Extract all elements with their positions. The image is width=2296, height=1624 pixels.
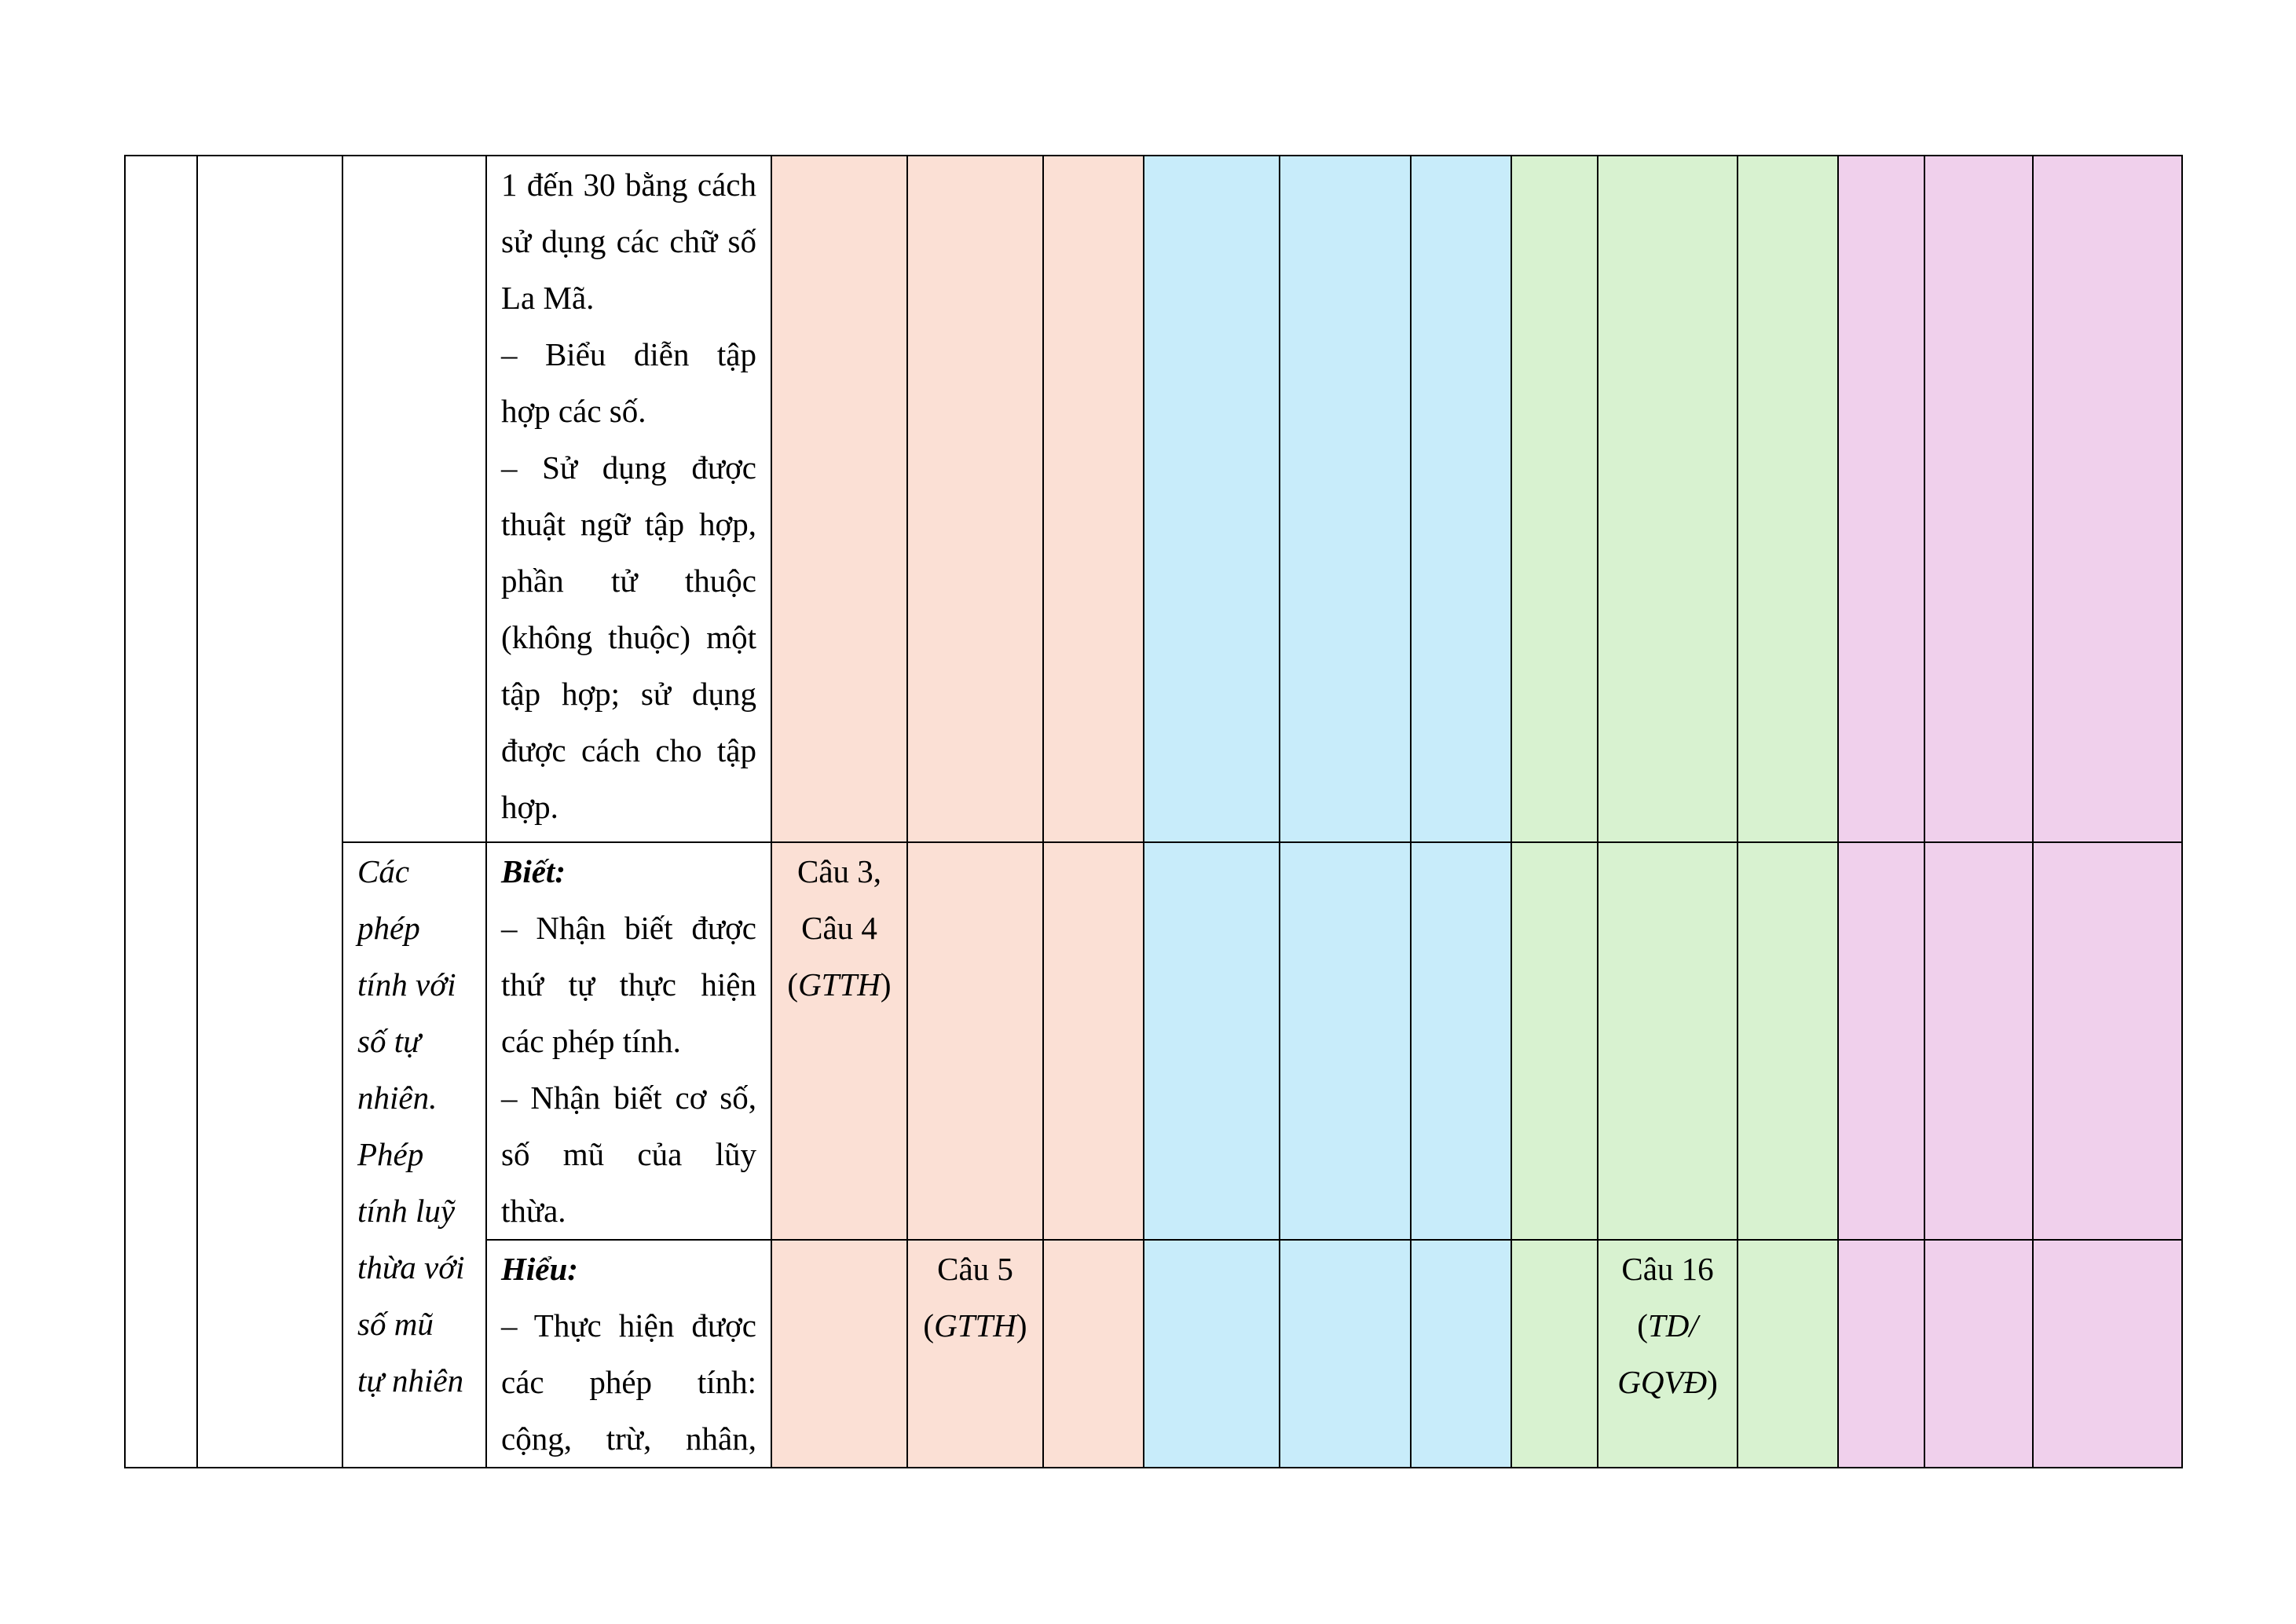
topic-line: Phép (357, 1136, 424, 1172)
vdc-tl-cell (1924, 842, 2033, 1240)
vdc-extra-cell (2033, 156, 2182, 842)
text-line: – Thực hiện được (501, 1307, 756, 1344)
requirement-cell (486, 156, 771, 842)
vdc-tl-cell (1924, 1240, 2033, 1468)
vd-tn-cell (1511, 842, 1598, 1240)
competency-code: (TD/ (1637, 1307, 1698, 1344)
text-line: các phép tính. (501, 1023, 681, 1059)
vdc-tn-cell (1838, 156, 1924, 842)
stt-cell (125, 156, 197, 1468)
biet-extra-cell (1043, 842, 1144, 1240)
text-line: tập hợp; sử dụng (501, 676, 756, 712)
level-header: Hiểu: (501, 1251, 578, 1287)
text-line: – Sử dụng được (501, 449, 756, 486)
vd-extra-cell (1738, 842, 1838, 1240)
topic-line: tự nhiên (357, 1362, 464, 1399)
text-line: số mũ của lũy (501, 1136, 756, 1172)
text-line: hợp các số. (501, 393, 646, 429)
vd-tn-cell (1511, 1240, 1598, 1468)
hieu-extra-cell (1411, 842, 1511, 1240)
table-row (125, 842, 2182, 1240)
vd-extra-cell (1738, 1240, 1838, 1468)
hieu-tn-cell (1144, 842, 1280, 1240)
text-line: thuật ngữ tập hợp, (501, 506, 756, 542)
competency-code: (GTTH) (923, 1307, 1027, 1344)
topic-line: tính luỹ (357, 1193, 456, 1229)
hieu-tl-cell (1280, 156, 1411, 842)
biet-extra-cell (1043, 156, 1144, 842)
vd-tl-cell (1598, 842, 1738, 1240)
vdc-tl-cell (1924, 156, 2033, 842)
topic-line: số tự (357, 1023, 421, 1059)
question-cell (771, 842, 907, 1240)
competency-code: (GTTH) (787, 966, 892, 1003)
vd-extra-cell (1738, 156, 1838, 842)
hieu-tl-cell (1280, 1240, 1411, 1468)
hieu-extra-cell (1411, 1240, 1511, 1468)
table-row (125, 156, 2182, 842)
topic-cell-empty (342, 156, 486, 842)
text-line: (không thuộc) một (501, 619, 756, 655)
biet-tn-cell (771, 1240, 907, 1468)
text-line: được cách cho tập (501, 732, 756, 768)
vdc-extra-cell (2033, 1240, 2182, 1468)
competency-code: GQVĐ) (1617, 1364, 1718, 1400)
text-line: thừa. (501, 1193, 566, 1229)
biet-tn-cell (771, 156, 907, 842)
biet-tl-cell (907, 156, 1043, 842)
question-label: Câu 5 (937, 1251, 1013, 1287)
question-label: Câu 3, (796, 853, 882, 889)
topic-line: tính với (357, 966, 456, 1003)
chapter-cell (197, 156, 342, 1468)
topic-line: thừa với (357, 1249, 465, 1285)
text-line: – Nhận biết được (501, 910, 756, 946)
biet-tl-cell (907, 842, 1043, 1240)
text-line: – Nhận biết cơ số, (501, 1080, 756, 1116)
text-line: sử dụng các chữ số (501, 223, 756, 259)
matrix-table (124, 155, 2183, 1468)
hieu-tn-cell (1144, 156, 1280, 842)
vdc-tn-cell (1838, 842, 1924, 1240)
hieu-tl-cell (1280, 842, 1411, 1240)
question-label: Câu 4 (801, 910, 877, 946)
topic-line: số mũ (357, 1306, 434, 1342)
text-line: cộng, trừ, nhân, (501, 1421, 756, 1457)
text-line: phần tử thuộc (501, 563, 756, 599)
biet-extra-cell (1043, 1240, 1144, 1468)
topic-cell (342, 842, 486, 1468)
requirement-cell (486, 842, 771, 1240)
topic-line: nhiên. (357, 1080, 438, 1116)
topic-line: Các (357, 853, 410, 889)
vdc-extra-cell (2033, 842, 2182, 1240)
level-header: Biết: (501, 853, 566, 889)
question-cell (907, 1240, 1043, 1468)
requirement-cell (486, 1240, 771, 1468)
hieu-extra-cell (1411, 156, 1511, 842)
vdc-tn-cell (1838, 1240, 1924, 1468)
text-line: La Mã. (501, 280, 595, 316)
vd-tl-cell (1598, 156, 1738, 842)
text-line: – Biểu diễn tập (501, 336, 756, 372)
vd-tn-cell (1511, 156, 1598, 842)
hieu-tn-cell (1144, 1240, 1280, 1468)
text-line: thứ tự thực hiện (501, 966, 756, 1003)
text-line: 1 đến 30 bằng cách (501, 167, 756, 203)
text-line: hợp. (501, 789, 558, 825)
text-line: các phép tính: (501, 1364, 756, 1400)
question-cell (1598, 1240, 1738, 1468)
topic-line: phép (357, 910, 420, 946)
question-label: Câu 16 (1621, 1251, 1714, 1287)
